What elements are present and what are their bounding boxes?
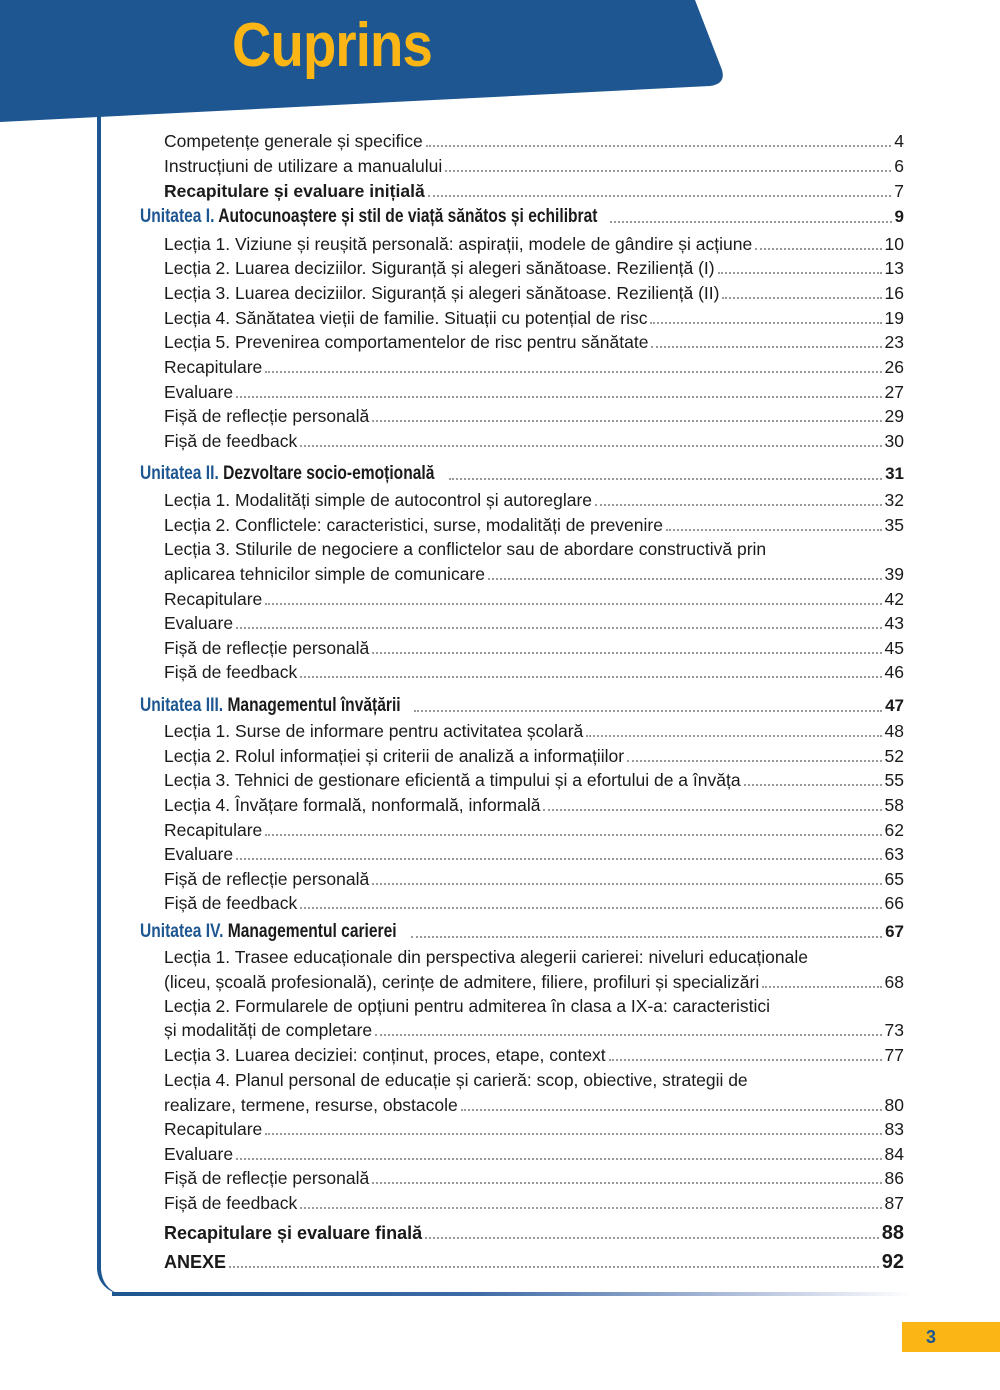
- toc-entry[interactable]: [0, 488, 1000, 512]
- dot-leader: [236, 395, 881, 398]
- toc-entry-label: Evaluare: [164, 382, 234, 402]
- toc-entry-label: Fișă de feedback: [164, 662, 298, 682]
- page-number: 3: [926, 1327, 937, 1347]
- toc-entry-label: Lecția 1. Viziune și reușită personală: aspirații, modele de gândire și acțiune: [164, 234, 753, 254]
- toc-entry-label: Fișă de feedback: [164, 1193, 298, 1213]
- toc-entry-page: 30: [884, 431, 904, 451]
- toc-entry-page: 55: [884, 770, 904, 790]
- toc-entry-page: 77: [884, 1045, 904, 1065]
- dot-leader: [372, 651, 881, 654]
- toc-entry-page: 88: [881, 1222, 904, 1244]
- toc-entry-page: 32: [884, 490, 904, 510]
- toc-entry[interactable]: [0, 660, 1000, 684]
- toc-entry-page: 26: [884, 357, 904, 377]
- dot-leader: [236, 857, 881, 860]
- toc-entry-label: Lecția 4. Sănătatea vieții de familie. Situații cu potențial de risc: [164, 308, 648, 328]
- toc-entry[interactable]: [0, 636, 1000, 660]
- dot-leader: [595, 503, 882, 506]
- toc-entry-page: 66: [884, 893, 904, 913]
- toc-entry[interactable]: [0, 1043, 1000, 1067]
- toc-entry-page: 16: [884, 283, 904, 303]
- toc-entry-page: 67: [885, 922, 904, 941]
- toc-entry-label: Lecția 3. Tehnici de gestionare eficientă a timpului și a efortului de a învăța: [164, 770, 741, 790]
- unit-heading-3[interactable]: [0, 694, 1000, 718]
- toc-entry-label-line1: Lecția 1. Trasee educaționale din perspectiva alegerii carierei: niveluri educaționale: [164, 947, 808, 967]
- toc-entry-page: 29: [884, 406, 904, 426]
- toc-entry-page: 87: [884, 1193, 904, 1213]
- toc-entry-page: 73: [884, 1020, 904, 1040]
- toc-entry[interactable]: [0, 1093, 1000, 1117]
- toc-entry[interactable]: [0, 719, 1000, 743]
- toc-entry[interactable]: [0, 744, 1000, 768]
- toc-entry-page: 58: [884, 795, 904, 815]
- dot-leader: [543, 808, 881, 811]
- toc-entry-label: și modalități de completare: [164, 1020, 373, 1040]
- toc-entry-label: Evaluare: [164, 613, 234, 633]
- toc-entry-page: 84: [884, 1144, 904, 1164]
- toc-entry[interactable]: [0, 429, 1000, 453]
- unit-heading-label: [140, 462, 434, 486]
- dot-leader: [755, 247, 881, 250]
- unit-number: Unitatea I.: [140, 206, 215, 227]
- toc-entry-page: 6: [894, 156, 904, 176]
- dot-leader: [372, 1181, 881, 1184]
- toc-entry-label: Fișă de feedback: [164, 893, 298, 913]
- toc-entry-label: Recapitulare: [164, 357, 263, 377]
- toc-entry-label-line1: Lecția 2. Formularele de opțiuni pentru admiterea în clasa a IX-a: caracteristici: [164, 996, 770, 1016]
- toc-entry-page: 86: [884, 1168, 904, 1188]
- toc-entry-page: 80: [884, 1095, 904, 1115]
- unit-title: Managementul carierei: [227, 921, 397, 942]
- dot-leader: [265, 602, 881, 605]
- toc-entry-label: Competențe generale și specifice: [164, 131, 423, 151]
- toc-entry-page: 65: [884, 869, 904, 889]
- toc-entry[interactable]: [0, 513, 1000, 537]
- toc-entry-label: Lecția 2. Luarea deciziilor. Siguranță și alegeri sănătoase. Reziliență (I): [164, 258, 715, 278]
- toc-entry-label: Recapitulare și evaluare inițială: [164, 181, 425, 201]
- toc-entry-page: 31: [885, 464, 904, 483]
- dot-leader: [300, 906, 881, 909]
- dot-leader: [236, 626, 881, 629]
- unit-title: Dezvoltare socio-emoțională: [223, 463, 435, 484]
- toc-entry[interactable]: [0, 179, 1000, 203]
- toc-entry[interactable]: [0, 256, 1000, 280]
- toc-entry-page: 4: [894, 131, 904, 151]
- toc-entry-page: 62: [884, 820, 904, 840]
- toc-entry[interactable]: [0, 793, 1000, 817]
- page-title: Cuprins: [232, 11, 432, 80]
- toc-entry-page: 43: [884, 613, 904, 633]
- dot-leader: [300, 1206, 881, 1209]
- dot-leader: [744, 783, 882, 786]
- unit-heading-label: [140, 694, 401, 718]
- dot-leader: [488, 577, 882, 580]
- dot-leader: [265, 1132, 881, 1135]
- toc-entry-label: Instrucțiuni de utilizare a manualului: [164, 156, 443, 176]
- toc-entry-label: realizare, termene, resurse, obstacole: [164, 1095, 458, 1115]
- toc-entry[interactable]: [0, 380, 1000, 404]
- toc-entry[interactable]: [0, 330, 1000, 354]
- dot-leader: [445, 169, 891, 172]
- dot-leader: [426, 144, 892, 147]
- toc-entry-label: Evaluare: [164, 844, 234, 864]
- dot-leader: [411, 935, 882, 938]
- toc-entry-label: Recapitulare: [164, 1119, 263, 1139]
- unit-heading-1[interactable]: [0, 205, 1000, 229]
- toc-entry[interactable]: [0, 1142, 1000, 1166]
- toc-entry[interactable]: [0, 768, 1000, 792]
- toc-entry-label: (liceu, școală profesională), cerințe de admitere, filiere, profiluri și specializări: [164, 972, 760, 992]
- toc-entry-label: Evaluare: [164, 1144, 234, 1164]
- toc-entry-page: 9: [894, 207, 904, 226]
- unit-heading-4[interactable]: [0, 920, 1000, 944]
- unit-number: Unitatea IV.: [140, 921, 224, 942]
- dot-leader: [762, 985, 881, 988]
- dot-leader: [610, 220, 892, 223]
- toc-entry[interactable]: [0, 587, 1000, 611]
- toc-entry-label: Lecția 2. Conflictele: caracteristici, surse, modalități de prevenire: [164, 515, 663, 535]
- toc-entry-page: 92: [881, 1251, 904, 1273]
- page-number-badge: [902, 1322, 1000, 1352]
- dot-leader: [236, 1157, 881, 1160]
- dot-leader: [722, 296, 881, 299]
- toc-entry-label: Fișă de reflecție personală: [164, 406, 370, 426]
- toc-entry[interactable]: [0, 1166, 1000, 1190]
- toc-entry-label: Recapitulare: [164, 589, 263, 609]
- toc-entry-label: Lecția 4. Învățare formală, nonformală, informală: [164, 795, 541, 815]
- toc-entry[interactable]: [0, 1117, 1000, 1141]
- toc-entry-annexes[interactable]: [0, 1250, 1000, 1274]
- title-banner: [0, 0, 724, 122]
- toc-entry-label-line1: Lecția 4. Planul personal de educație și carieră: scop, obiective, strategii de: [164, 1070, 748, 1090]
- dot-leader: [666, 528, 882, 531]
- toc-entry[interactable]: [0, 281, 1000, 305]
- toc-entry-label: Lecția 3. Luarea deciziei: conținut, proces, etape, context: [164, 1045, 606, 1065]
- toc-entry-page: 52: [884, 746, 904, 766]
- toc-entry[interactable]: [0, 1191, 1000, 1215]
- toc-entry-label: Lecția 1. Modalități simple de autocontrol și autoreglare: [164, 490, 593, 510]
- toc-entry-page: 46: [884, 662, 904, 682]
- toc-entry-label: Recapitulare: [164, 820, 263, 840]
- dot-leader: [461, 1108, 882, 1111]
- unit-title: Autocunoaștere și stil de viață sănătos și echilibrat: [218, 206, 598, 227]
- dot-leader: [372, 419, 881, 422]
- dot-leader: [229, 1265, 879, 1268]
- toc-entry-label: Fișă de reflecție personală: [164, 869, 370, 889]
- toc-entry[interactable]: [0, 891, 1000, 915]
- toc-entry-label: Lecția 1. Surse de informare pentru activitatea școlară: [164, 721, 584, 741]
- dot-leader: [650, 321, 881, 324]
- dot-leader: [414, 709, 882, 712]
- dot-leader: [300, 444, 881, 447]
- toc-entry-page: 63: [884, 844, 904, 864]
- unit-number: Unitatea II.: [140, 463, 219, 484]
- dot-leader: [609, 1058, 882, 1061]
- unit-title: Managementul învățării: [227, 695, 401, 716]
- dot-leader: [586, 734, 881, 737]
- frame-bottom-rule: [112, 1292, 912, 1296]
- toc-entry[interactable]: [0, 867, 1000, 891]
- toc-entry-page: 35: [884, 515, 904, 535]
- toc-entry-page: 42: [884, 589, 904, 609]
- toc-entry[interactable]: [0, 818, 1000, 842]
- dot-leader: [718, 271, 882, 274]
- dot-leader: [375, 1033, 881, 1036]
- toc-entry[interactable]: [0, 970, 1000, 994]
- toc-entry-page: 68: [884, 972, 904, 992]
- toc-entry-label: Lecția 2. Rolul informației și criterii de analiză a informațiilor: [164, 746, 625, 766]
- toc-entry-page: 7: [894, 181, 904, 201]
- dot-leader: [265, 833, 881, 836]
- toc-entry-page: 48: [884, 721, 904, 741]
- toc-entry-page: 10: [884, 234, 904, 254]
- toc-entry-label: Fișă de feedback: [164, 431, 298, 451]
- toc-entry-final-review[interactable]: [0, 1221, 1000, 1245]
- toc-entry-label: Fișă de reflecție personală: [164, 1168, 370, 1188]
- unit-heading-label: [140, 920, 397, 944]
- toc-entry[interactable]: [0, 154, 1000, 178]
- toc-entry-page: 45: [884, 638, 904, 658]
- toc-entry-label: Fișă de reflecție personală: [164, 638, 370, 658]
- toc-entry-page: 19: [884, 308, 904, 328]
- toc-entry[interactable]: [0, 611, 1000, 635]
- toc-entry[interactable]: [0, 842, 1000, 866]
- toc-entry[interactable]: [0, 306, 1000, 330]
- unit-heading-label: [140, 205, 597, 229]
- toc-entry-page: 13: [884, 258, 904, 278]
- toc-entry[interactable]: [0, 1018, 1000, 1042]
- unit-heading-2[interactable]: [0, 462, 1000, 486]
- toc-entry-page: 23: [884, 332, 904, 352]
- toc-entry-page: 47: [885, 696, 904, 715]
- toc-entry-label: ANEXE: [164, 1252, 227, 1272]
- toc-entry[interactable]: [0, 355, 1000, 379]
- toc-entry[interactable]: [0, 404, 1000, 428]
- toc-entry[interactable]: [0, 129, 1000, 153]
- unit-number: Unitatea III.: [140, 695, 224, 716]
- toc-entry[interactable]: [0, 232, 1000, 256]
- dot-leader: [265, 370, 881, 373]
- toc-entry[interactable]: [0, 562, 1000, 586]
- toc-entry-label: aplicarea tehnicilor simple de comunicare: [164, 564, 485, 584]
- toc-entry-label-line1: Lecția 3. Stilurile de negociere a conflictelor sau de abordare constructivă prin: [164, 539, 767, 559]
- dot-leader: [425, 1236, 879, 1239]
- dot-leader: [651, 345, 881, 348]
- toc-entry-label: Lecția 3. Luarea deciziilor. Siguranță și alegeri sănătoase. Reziliență (II): [164, 283, 720, 303]
- dot-leader: [428, 194, 892, 197]
- toc-entry-label: Recapitulare și evaluare finală: [164, 1223, 423, 1243]
- toc-entry-label: Lecția 5. Prevenirea comportamentelor de risc pentru sănătate: [164, 332, 649, 352]
- toc-entry-page: 83: [884, 1119, 904, 1139]
- dot-leader: [372, 882, 881, 885]
- dot-leader: [449, 477, 882, 480]
- dot-leader: [300, 675, 881, 678]
- dot-leader: [627, 759, 881, 762]
- toc-entry-page: 27: [884, 382, 904, 402]
- toc-entry-page: 39: [884, 564, 904, 584]
